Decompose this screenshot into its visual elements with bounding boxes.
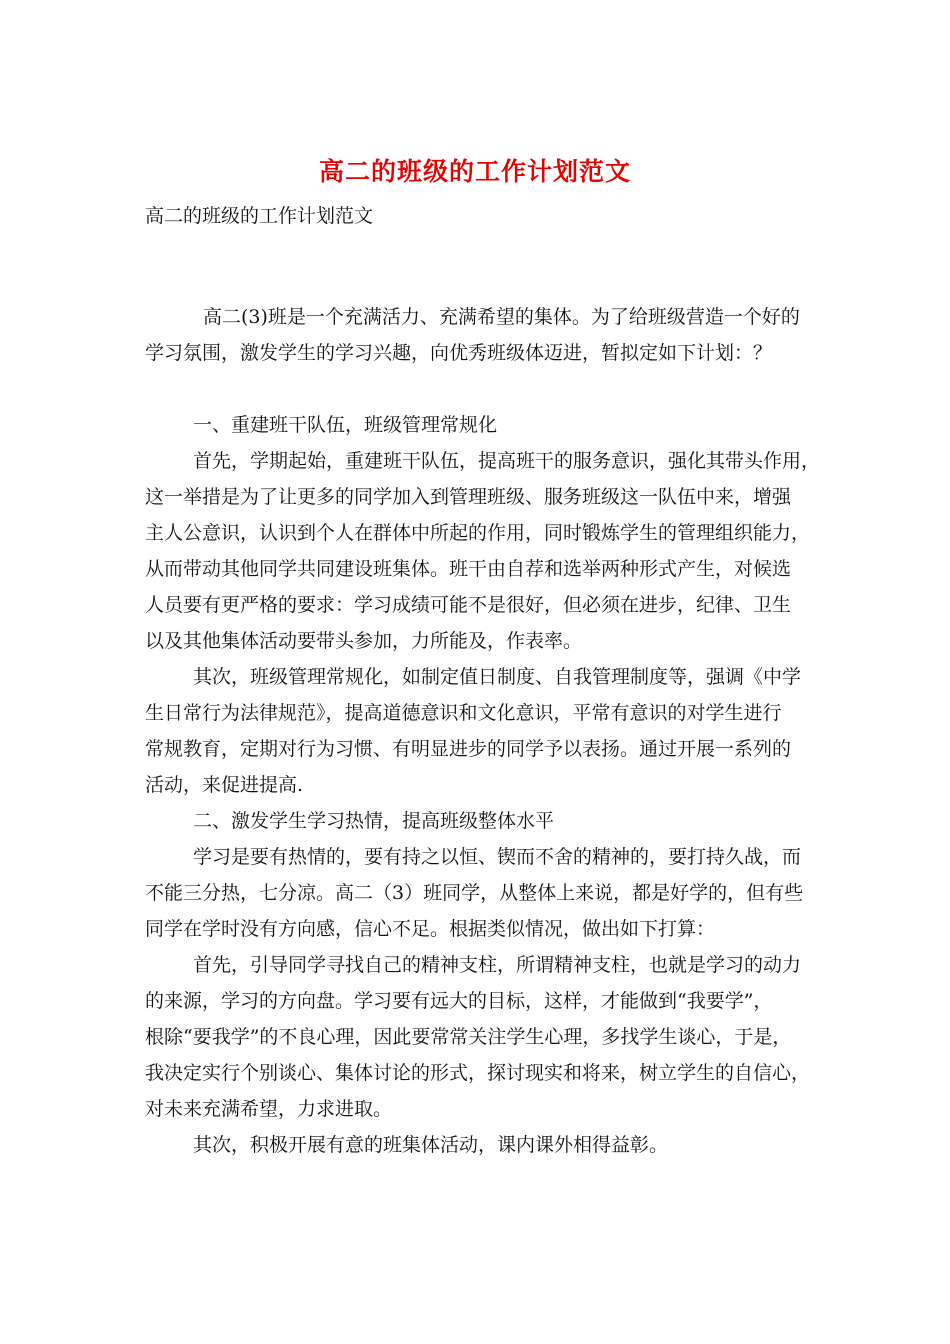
paragraph-line: 的来源，学习的方向盘。学习要有远大的目标，这样，才能做到“我要学”， <box>145 990 773 1012</box>
paragraph-line: 从而带动其他同学共同建设班集体。班干由自荐和选举两种形式产生，对候选 <box>145 558 792 580</box>
paragraph-line: 其次，积极开展有意的班集体活动，课内课外相得益彰。 <box>193 1134 669 1156</box>
paragraph-line: 不能三分热，七分凉。高二（3）班同学，从整体上来说，都是好学的，但有些 <box>145 882 804 904</box>
document-body <box>145 299 821 1163</box>
paragraph-line: 学习是要有热情的，要有持之以恒、锲而不舍的精神的，要打持久战，而 <box>193 846 802 868</box>
paragraph-line: 我决定实行个别谈心、集体讨论的形式，探讨现实和将来，树立学生的自信心， <box>145 1062 811 1084</box>
paragraph-line: 根除“要我学”的不良心理，因此要常常关注学生心理，多找学生谈心，于是， <box>145 1026 792 1048</box>
paragraph-line: 常规教育，定期对行为习惯、有明显进步的同学予以表扬。通过开展一系列的 <box>145 738 792 760</box>
paragraph-line: 首先，引导同学寻找自己的精神支柱，所谓精神支柱，也就是学习的动力 <box>193 954 802 976</box>
blank-line <box>145 371 815 407</box>
paragraph-line: 其次，班级管理常规化，如制定值日制度、自我管理制度等，强调《中学 <box>193 666 802 688</box>
paragraph-line: 高二(3)班是一个充满活力、充满希望的集体。为了给班级营造一个好的 <box>203 306 800 328</box>
paragraph-line: 主人公意识，认识到个人在群体中所起的作用，同时锻炼学生的管理组织能力， <box>145 522 811 544</box>
paragraph-line: 人员要有更严格的要求：学习成绩可能不是很好，但必须在进步，纪律、卫生 <box>145 594 792 616</box>
section-heading: 二、激发学生学习热情，提高班级整体水平 <box>193 810 555 832</box>
paragraph-line: 对未来充满希望，力求进取。 <box>145 1098 393 1120</box>
paragraph-line: 这一举措是为了让更多的同学加入到管理班级、服务班级这一队伍中来，增强 <box>145 486 792 508</box>
paragraph-line: 首先，学期起始，重建班干队伍，提高班干的服务意识，强化其带头作用， <box>193 450 821 472</box>
paragraph-line: 生日常行为法律规范》，提高道德意识和文化意识，平常有意识的对学生进行 <box>145 702 782 724</box>
document-title: 高二的班级的工作计划范文 <box>318 157 631 186</box>
section-heading: 一、重建班干队伍，班级管理常规化 <box>193 414 498 436</box>
paragraph-line: 同学在学时没有方向感，信心不足。根据类似情况，做出如下打算： <box>145 918 716 940</box>
document-subtitle: 高二的班级的工作计划范文 <box>145 205 374 227</box>
paragraph-line: 学习氛围，激发学生的学习兴趣，向优秀班级体迈进，暂拟定如下计划：？ <box>145 342 773 364</box>
paragraph-line: 以及其他集体活动要带头参加，力所能及，作表率。 <box>145 630 583 652</box>
paragraph-line: 活动，来促进提高. <box>145 774 304 796</box>
